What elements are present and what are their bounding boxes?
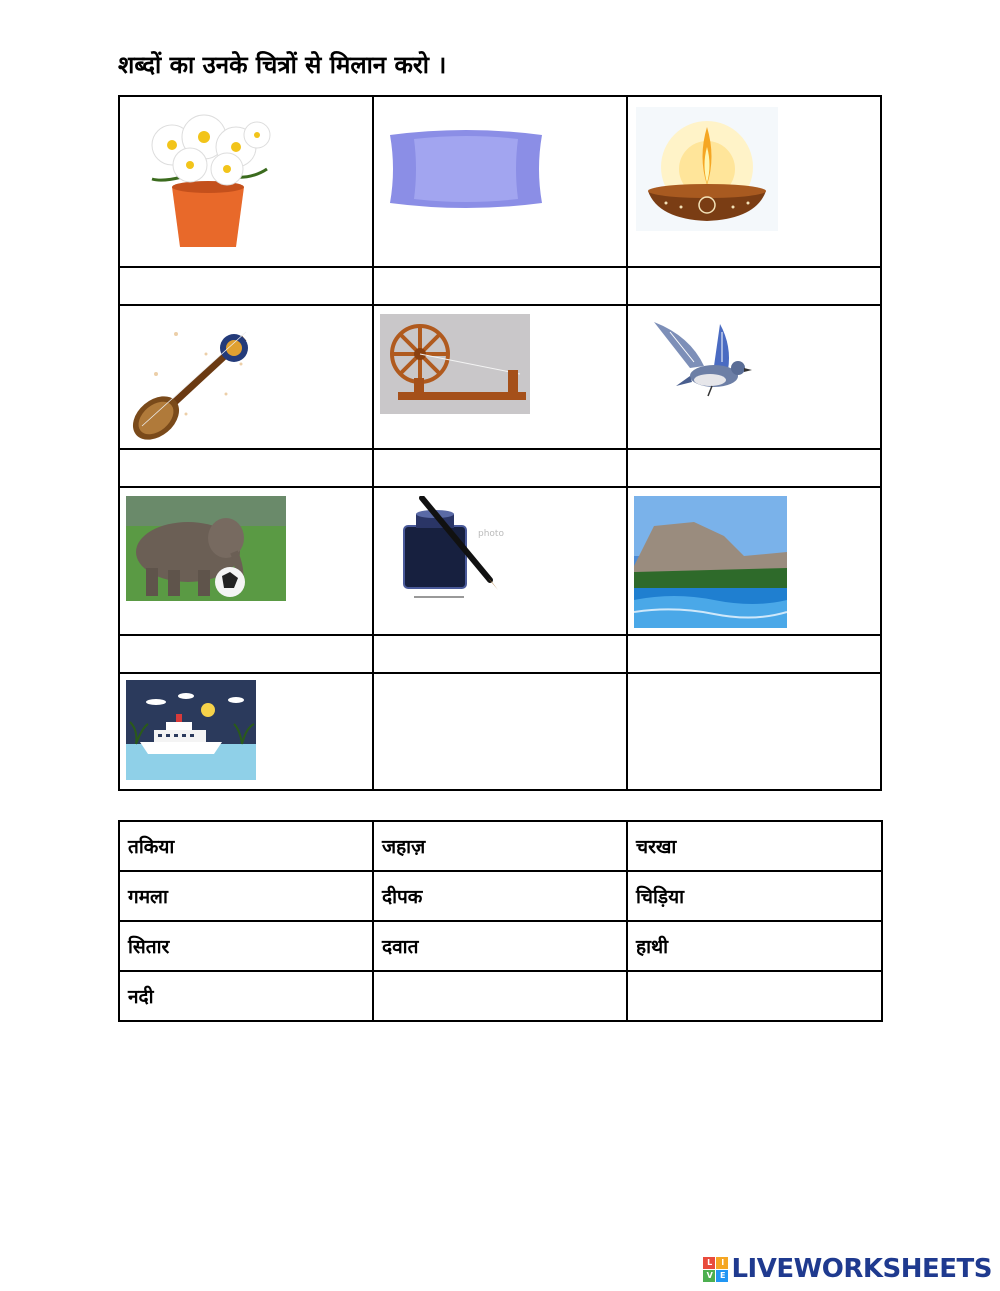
pillow-icon — [384, 129, 549, 209]
answer-cell[interactable] — [627, 635, 881, 673]
answer-input-6[interactable] — [628, 450, 880, 486]
answer-cell[interactable] — [373, 267, 627, 305]
inkpot-pen-icon — [394, 496, 524, 608]
answer-input-3[interactable] — [628, 268, 880, 304]
word-cell[interactable]: नदी — [119, 971, 373, 1021]
worksheet-title: शब्दों का उनके चित्रों से मिलान करो । — [118, 51, 447, 79]
logo-letter: L — [703, 1257, 715, 1269]
word-cell[interactable]: गमला — [119, 871, 373, 921]
answer-cell[interactable] — [119, 267, 373, 305]
word-cell[interactable]: चिड़िया — [627, 871, 882, 921]
word-cell[interactable]: सितार — [119, 921, 373, 971]
picture-cell-spinning-wheel — [373, 305, 627, 449]
logo-letter: E — [716, 1270, 728, 1282]
spinning-wheel-icon — [380, 314, 530, 414]
picture-cell-flower-pot — [119, 96, 373, 267]
brand-name: LIVEWORKSHEETS — [731, 1254, 992, 1284]
picture-cell-elephant — [119, 487, 373, 635]
word-bank-table — [118, 820, 883, 1022]
answer-input-5[interactable] — [374, 450, 626, 486]
picture-cell-pillow — [373, 96, 627, 267]
word-cell[interactable]: तकिया — [119, 821, 373, 871]
answer-cell[interactable] — [373, 635, 627, 673]
answer-cell[interactable] — [119, 635, 373, 673]
answer-input-4[interactable] — [120, 450, 372, 486]
picture-cell-bird — [627, 305, 881, 449]
river-icon — [634, 496, 787, 628]
answer-input-8[interactable] — [374, 636, 626, 672]
answer-input-7[interactable] — [120, 636, 372, 672]
answer-cell[interactable] — [627, 449, 881, 487]
word-cell[interactable]: जहाज़ — [373, 821, 627, 871]
picture-grid — [118, 95, 882, 791]
empty-cell — [627, 971, 882, 1021]
flower-pot-icon — [132, 107, 282, 257]
empty-cell — [373, 971, 627, 1021]
logo-icon — [703, 1257, 728, 1282]
word-cell[interactable]: दीपक — [373, 871, 627, 921]
inkpot-watermark: photo — [478, 529, 504, 539]
picture-cell-ship — [119, 673, 373, 790]
empty-cell — [627, 673, 881, 790]
word-cell[interactable]: चरखा — [627, 821, 882, 871]
answer-cell[interactable] — [119, 449, 373, 487]
picture-cell-river — [627, 487, 881, 635]
word-cell[interactable]: हाथी — [627, 921, 882, 971]
answer-input-9[interactable] — [628, 636, 880, 672]
empty-cell — [373, 673, 627, 790]
logo-letter: I — [716, 1257, 728, 1269]
word-cell[interactable]: दवात — [373, 921, 627, 971]
answer-input-2[interactable] — [374, 268, 626, 304]
logo-letter: V — [703, 1270, 715, 1282]
elephant-icon — [126, 496, 286, 601]
liveworksheets-logo[interactable] — [703, 1254, 992, 1284]
answer-input-1[interactable] — [120, 268, 372, 304]
bird-icon — [650, 316, 760, 406]
sitar-icon — [126, 314, 258, 444]
answer-cell[interactable] — [373, 449, 627, 487]
ship-icon — [126, 680, 256, 780]
picture-cell-oil-lamp — [627, 96, 881, 267]
picture-cell-sitar — [119, 305, 373, 449]
oil-lamp-icon — [636, 107, 778, 231]
picture-cell-inkpot — [373, 487, 627, 635]
answer-cell[interactable] — [627, 267, 881, 305]
